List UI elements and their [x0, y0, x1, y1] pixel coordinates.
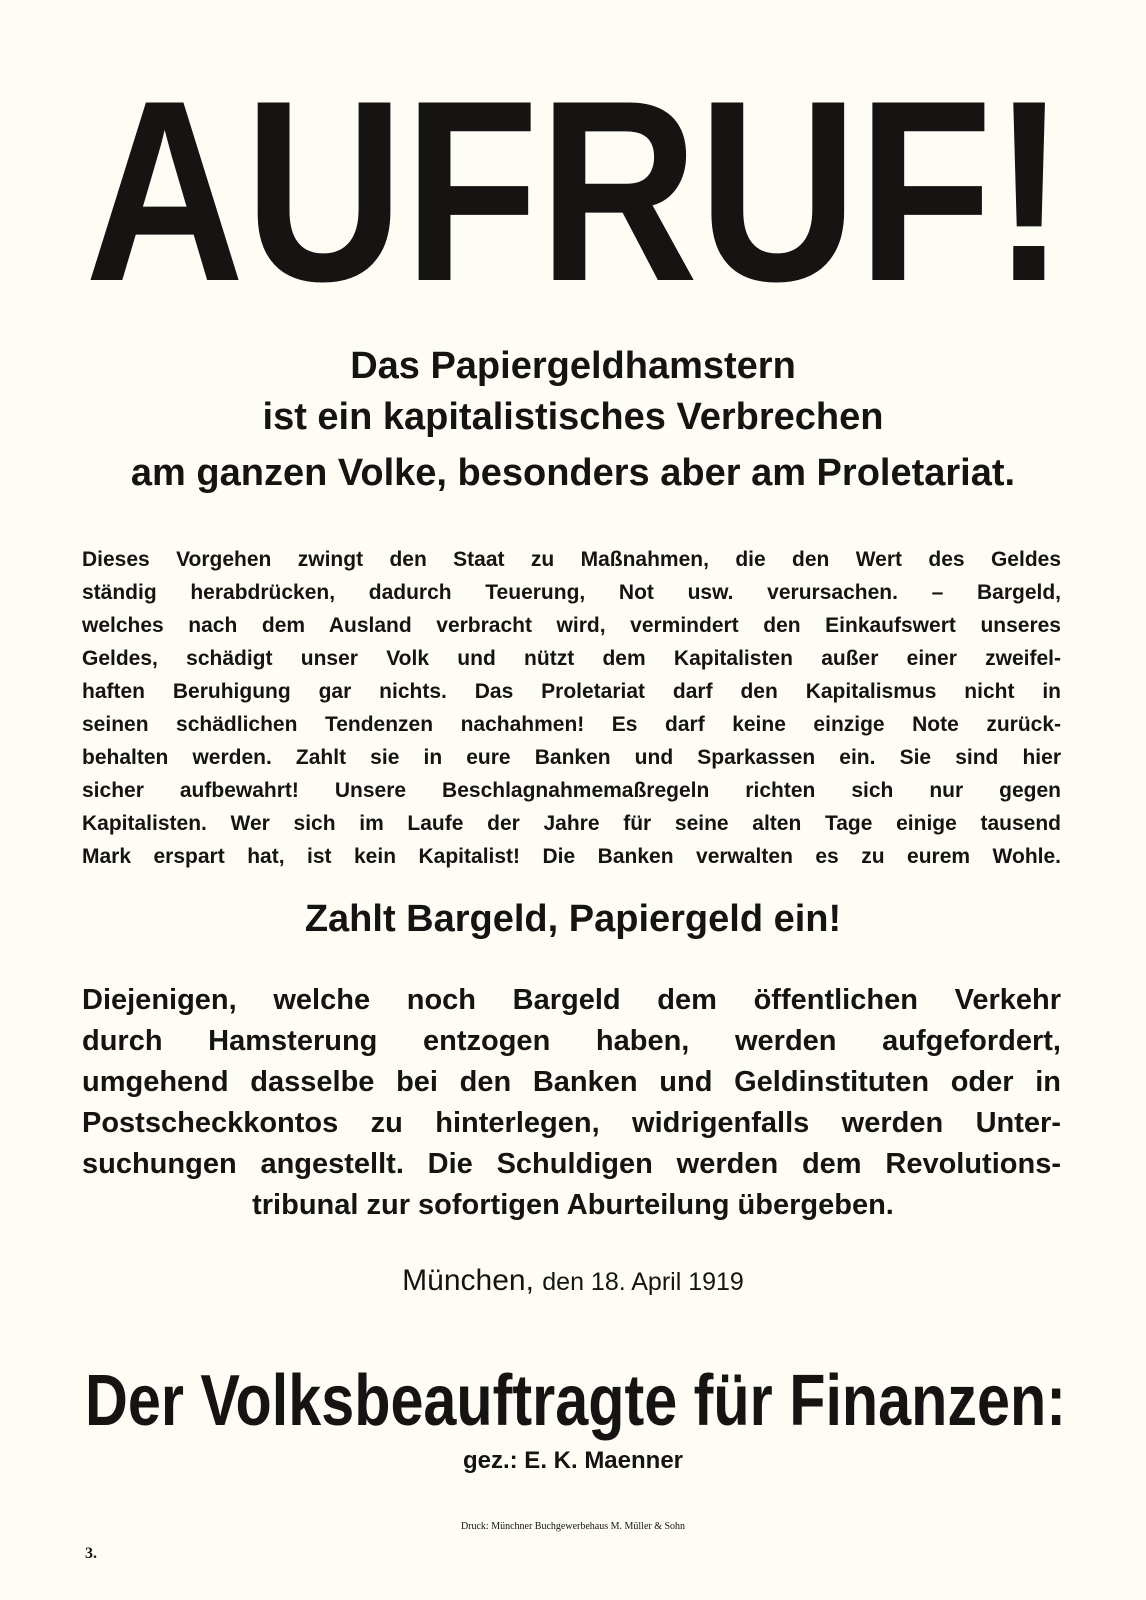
paragraph-line: sicher aufbewahrt! Unsere Beschlagnahmemaßregeln richten sich nur gegen	[82, 779, 1061, 802]
poster-title	[85, 46, 1079, 335]
title-letter: R	[538, 46, 726, 335]
printer-credit: Druck: Münchner Buchgewerbehaus M. Müller & Sohn	[460, 1521, 686, 1532]
title-letter: !	[992, 46, 1079, 335]
subtitle-line: ist ein kapitalistisches Verbrechen	[262, 396, 884, 438]
signatory-title-block	[85, 1355, 1066, 1441]
paragraph-line: haften Beruhigung gar nichts. Das Proletariat darf den Kapitalismus nicht in	[82, 680, 1061, 703]
date-place: München,	[402, 1264, 534, 1297]
page-number: 3.	[85, 1545, 97, 1562]
title-letter: F	[857, 46, 1016, 335]
title-letter: U	[244, 46, 431, 335]
paragraph-line: Postscheckkontos zu hinterlegen, widrigenfalls werden Unter-	[82, 1107, 1061, 1139]
title-letter: F	[403, 46, 562, 335]
title-letter: A	[85, 46, 272, 335]
paragraph-line: welches nach dem Ausland verbracht wird, vermindert den Einkaufswert unseres	[82, 614, 1061, 637]
section-heading: Zahlt Bargeld, Papiergeld ein!	[304, 898, 842, 940]
paragraph-line: seinen schädlichen Tendenzen nachahmen! Es darf keine einzige Note zurück-	[82, 713, 1061, 736]
signatory-title: Der Volksbeauftragte für Finanzen:	[85, 1361, 1066, 1441]
paragraph-line: suchungen angestellt. Die Schuldigen werden dem Revolutions-	[82, 1148, 1061, 1180]
paragraph-line: ständig herabdrücken, dadurch Teuerung, Not usw. verursachen. – Bargeld,	[82, 581, 1061, 604]
paragraph-line: tribunal zur sofortigen Aburteilung übergeben.	[252, 1189, 894, 1221]
paragraph-line: Dieses Vorgehen zwingt den Staat zu Maßnahmen, die den Wert des Geldes	[82, 548, 1061, 571]
paragraph-line: Mark erspart hat, ist kein Kapitalist! Die Banken verwalten es zu eurem Wohle.	[82, 845, 1061, 868]
paragraph-line: Diejenigen, welche noch Bargeld dem öffentlichen Verkehr	[82, 984, 1061, 1016]
date-text: den 18. April 1919	[542, 1268, 744, 1296]
paragraph-line: Geldes, schädigt unser Volk und nützt dem Kapitalisten außer einer zweifel-	[82, 647, 1061, 670]
date-line	[0, 1264, 1146, 1298]
signature: gez.: E. K. Maenner	[462, 1447, 684, 1474]
title-letter: U	[698, 46, 885, 335]
subtitle-line: Das Papiergeldhamstern	[350, 345, 796, 387]
paragraph-line: behalten werden. Zahlt sie in eure Banken und Sparkassen ein. Sie sind hier	[82, 746, 1061, 769]
paragraph-line: umgehend dasselbe bei den Banken und Geldinstituten oder in	[82, 1066, 1061, 1098]
paragraph-line: Kapitalisten. Wer sich im Laufe der Jahre für seine alten Tage einige tausend	[82, 812, 1061, 835]
paragraph-line: durch Hamsterung entzogen haben, werden aufgefordert,	[82, 1025, 1061, 1057]
subtitle-line: am ganzen Volke, besonders aber am Proletariat.	[130, 452, 1016, 494]
title-text	[85, 46, 1079, 335]
